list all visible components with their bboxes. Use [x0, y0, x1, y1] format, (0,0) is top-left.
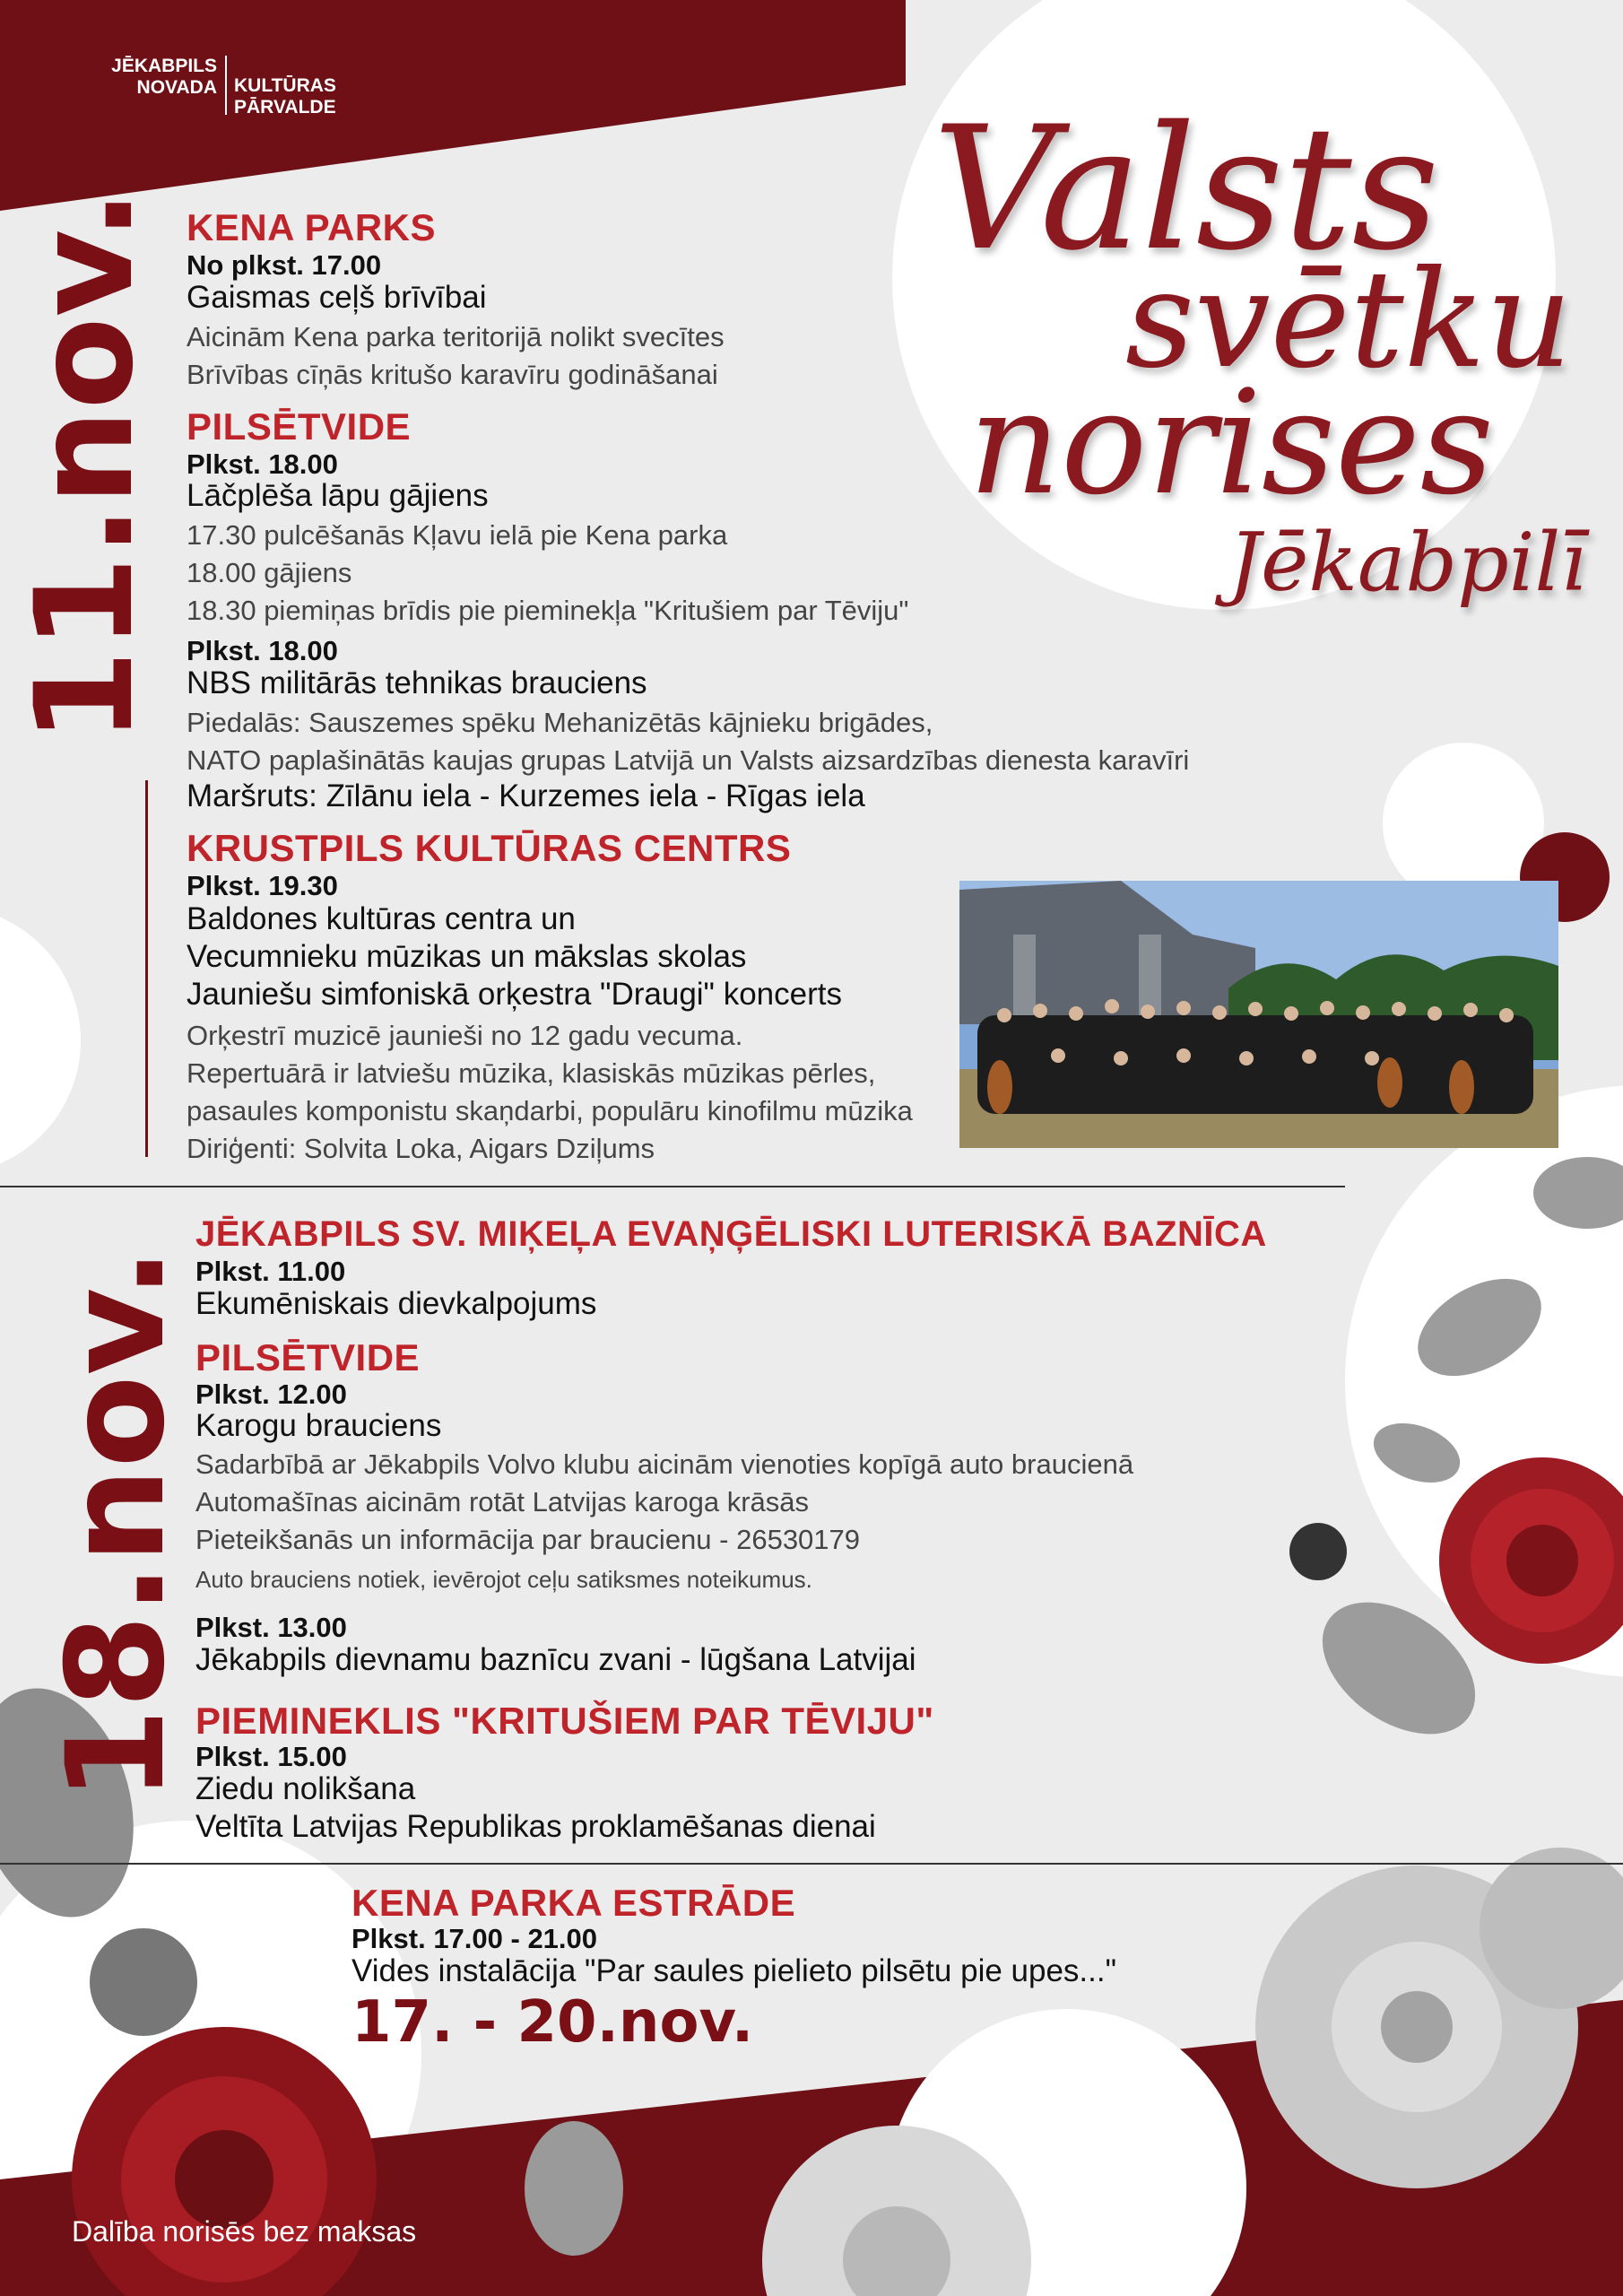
day1-event4-venue: KRUSTPILS KULTŪRAS CENTRS: [187, 827, 792, 869]
day2-event2-note: Auto brauciens notiek, ievērojot ceļu satiksmes noteikumus.: [195, 1566, 812, 1593]
day2-event2-desc-3: Pieteikšanās un informācija par braucienu - 26530179: [195, 1524, 861, 1555]
orchestra-photo: [959, 881, 1558, 1148]
day1-event4-desc-1: Orķestrī muzicē jaunieši no 12 gadu vecuma.: [187, 1020, 743, 1051]
small-white-circle: [1383, 743, 1544, 904]
day2-event4-time: Plkst. 15.00: [195, 1741, 347, 1772]
day1-event3-desc-2: NATO paplašinātās kaujas grupas Latvijā un Valsts aizsardzības dienesta karavīri: [187, 744, 1190, 776]
day2-event1-venue: JĒKABPILS SV. MIĶEĻA EVAŅĢĒLISKI LUTERISKĀ BAZNĪCA: [195, 1214, 1267, 1254]
day2-event3-title: Jēkabpils dievnamu baznīcu zvani - lūgšana Latvijai: [195, 1642, 916, 1677]
day1-event1-desc-2: Brīvības cīņās kritušo karavīru godināšanai: [187, 359, 718, 390]
day2-event2-venue: PILSĒTVIDE: [195, 1336, 421, 1378]
top-maroon-band: [0, 0, 906, 211]
day1-divider: [145, 780, 148, 1157]
day1-event4-desc-4: Diriģenti: Solvita Loka, Aigars Dziļums: [187, 1133, 655, 1164]
day2-event3-time: Plkst. 13.00: [195, 1612, 347, 1643]
day1-event4-desc-2: Repertuārā ir latviešu mūzika, klasiskās mūzikas pērles,: [187, 1057, 876, 1089]
section-divider-2: [0, 1863, 1623, 1865]
day1-event1-desc-1: Aicinām Kena parka teritorijā nolikt svecītes: [187, 321, 725, 352]
day1-event1-title: Gaismas ceļš brīvībai: [187, 280, 487, 315]
day2-event2-desc-1: Sadarbībā ar Jēkabpils Volvo klubu aicinām vienoties kopīgā auto braucienā: [195, 1448, 1134, 1480]
day1-event2-desc-1: 17.30 pulcēšanās Kļavu ielā pie Kena parka: [187, 519, 728, 551]
day1-event4-time: Plkst. 19.30: [187, 870, 338, 901]
day1-event2-desc-2: 18.00 gājiens: [187, 557, 352, 588]
day2-event4-title: Ziedu nolikšana: [195, 1771, 416, 1806]
day2-event2-time: Plkst. 12.00: [195, 1378, 347, 1410]
logo-line-4: PĀRVALDE: [234, 97, 336, 117]
headline-line-3: norises: [968, 359, 1494, 526]
day1-event4-title-1: Baldones kultūras centra un: [187, 901, 576, 936]
day1-event1-venue: KENA PARKS: [187, 206, 437, 248]
dark-berry: [1289, 1523, 1347, 1580]
logo-line-2: NOVADA: [136, 77, 217, 98]
day3-date: 17. - 20.nov.: [352, 1989, 754, 2056]
footer-note: Dalība norisēs bez maksas: [72, 2215, 417, 2248]
day1-event3-route: Maršruts: Zīlānu iela - Kurzemes iela - Rīgas iela: [187, 778, 865, 813]
day3-time: Plkst. 17.00 - 21.00: [352, 1923, 598, 1954]
day1-event1-time: No plkst. 17.00: [187, 249, 382, 281]
orchestra-photo-illustration: [959, 881, 1558, 1148]
left-white-circle: [0, 906, 81, 1175]
day2-event2-title: Karogu brauciens: [195, 1408, 442, 1443]
day1-event3-title: NBS militārās tehnikas brauciens: [187, 665, 647, 700]
headline-line-4: Jēkabpilī: [1228, 516, 1587, 610]
day2-event2-desc-2: Automašīnas aicinām rotāt Latvijas karoga krāsās: [195, 1486, 810, 1518]
day1-date: 11.nov.: [7, 188, 163, 744]
day1-event3-time: Plkst. 18.00: [187, 635, 338, 666]
day3-venue: KENA PARKA ESTRĀDE: [352, 1882, 796, 1924]
day2-date: 18.nov.: [39, 1247, 195, 1803]
day1-event3-desc-1: Piedalās: Sauszemes spēku Mehanizētās kājnieku brigādes,: [187, 707, 933, 738]
day1-event4-title-3: Jauniešu simfoniskā orķestra "Draugi" koncerts: [187, 977, 842, 1012]
logo-line-3: KULTŪRAS: [234, 75, 336, 96]
logo-line-1: JĒKABPILS: [111, 56, 217, 76]
day1-event2-venue: PILSĒTVIDE: [187, 405, 412, 448]
day1-event2-time: Plkst. 18.00: [187, 448, 338, 480]
headline-line-2: svētku: [1125, 242, 1573, 398]
headline-line-1: Valsts: [933, 90, 1440, 288]
day1-event4-title-2: Vecumnieku mūzikas un mākslas skolas: [187, 939, 747, 974]
day2-event1-time: Plkst. 11.00: [195, 1256, 346, 1287]
day1-event2-title: Lāčplēša lāpu gājiens: [187, 478, 489, 513]
day2-event4-title-2: Veltīta Latvijas Republikas proklamēšanas dienai: [195, 1809, 876, 1844]
day1-event4-desc-3: pasaules komponistu skaņdarbi, populāru kinofilmu mūzika: [187, 1095, 913, 1126]
day2-event4-venue: PIEMINEKLIS "KRITUŠIEM PAR TĒVIJU": [195, 1700, 934, 1742]
day3-title: Vides instalācija "Par saules pielieto pilsētu pie upes...": [352, 1953, 1117, 1988]
section-divider-1: [0, 1186, 1345, 1187]
day2-event1-title: Ekumēniskais dievkalpojums: [195, 1286, 597, 1321]
day1-event2-desc-3: 18.30 piemiņas brīdis pie pieminekļa "Kritušiem par Tēviju": [187, 595, 909, 626]
